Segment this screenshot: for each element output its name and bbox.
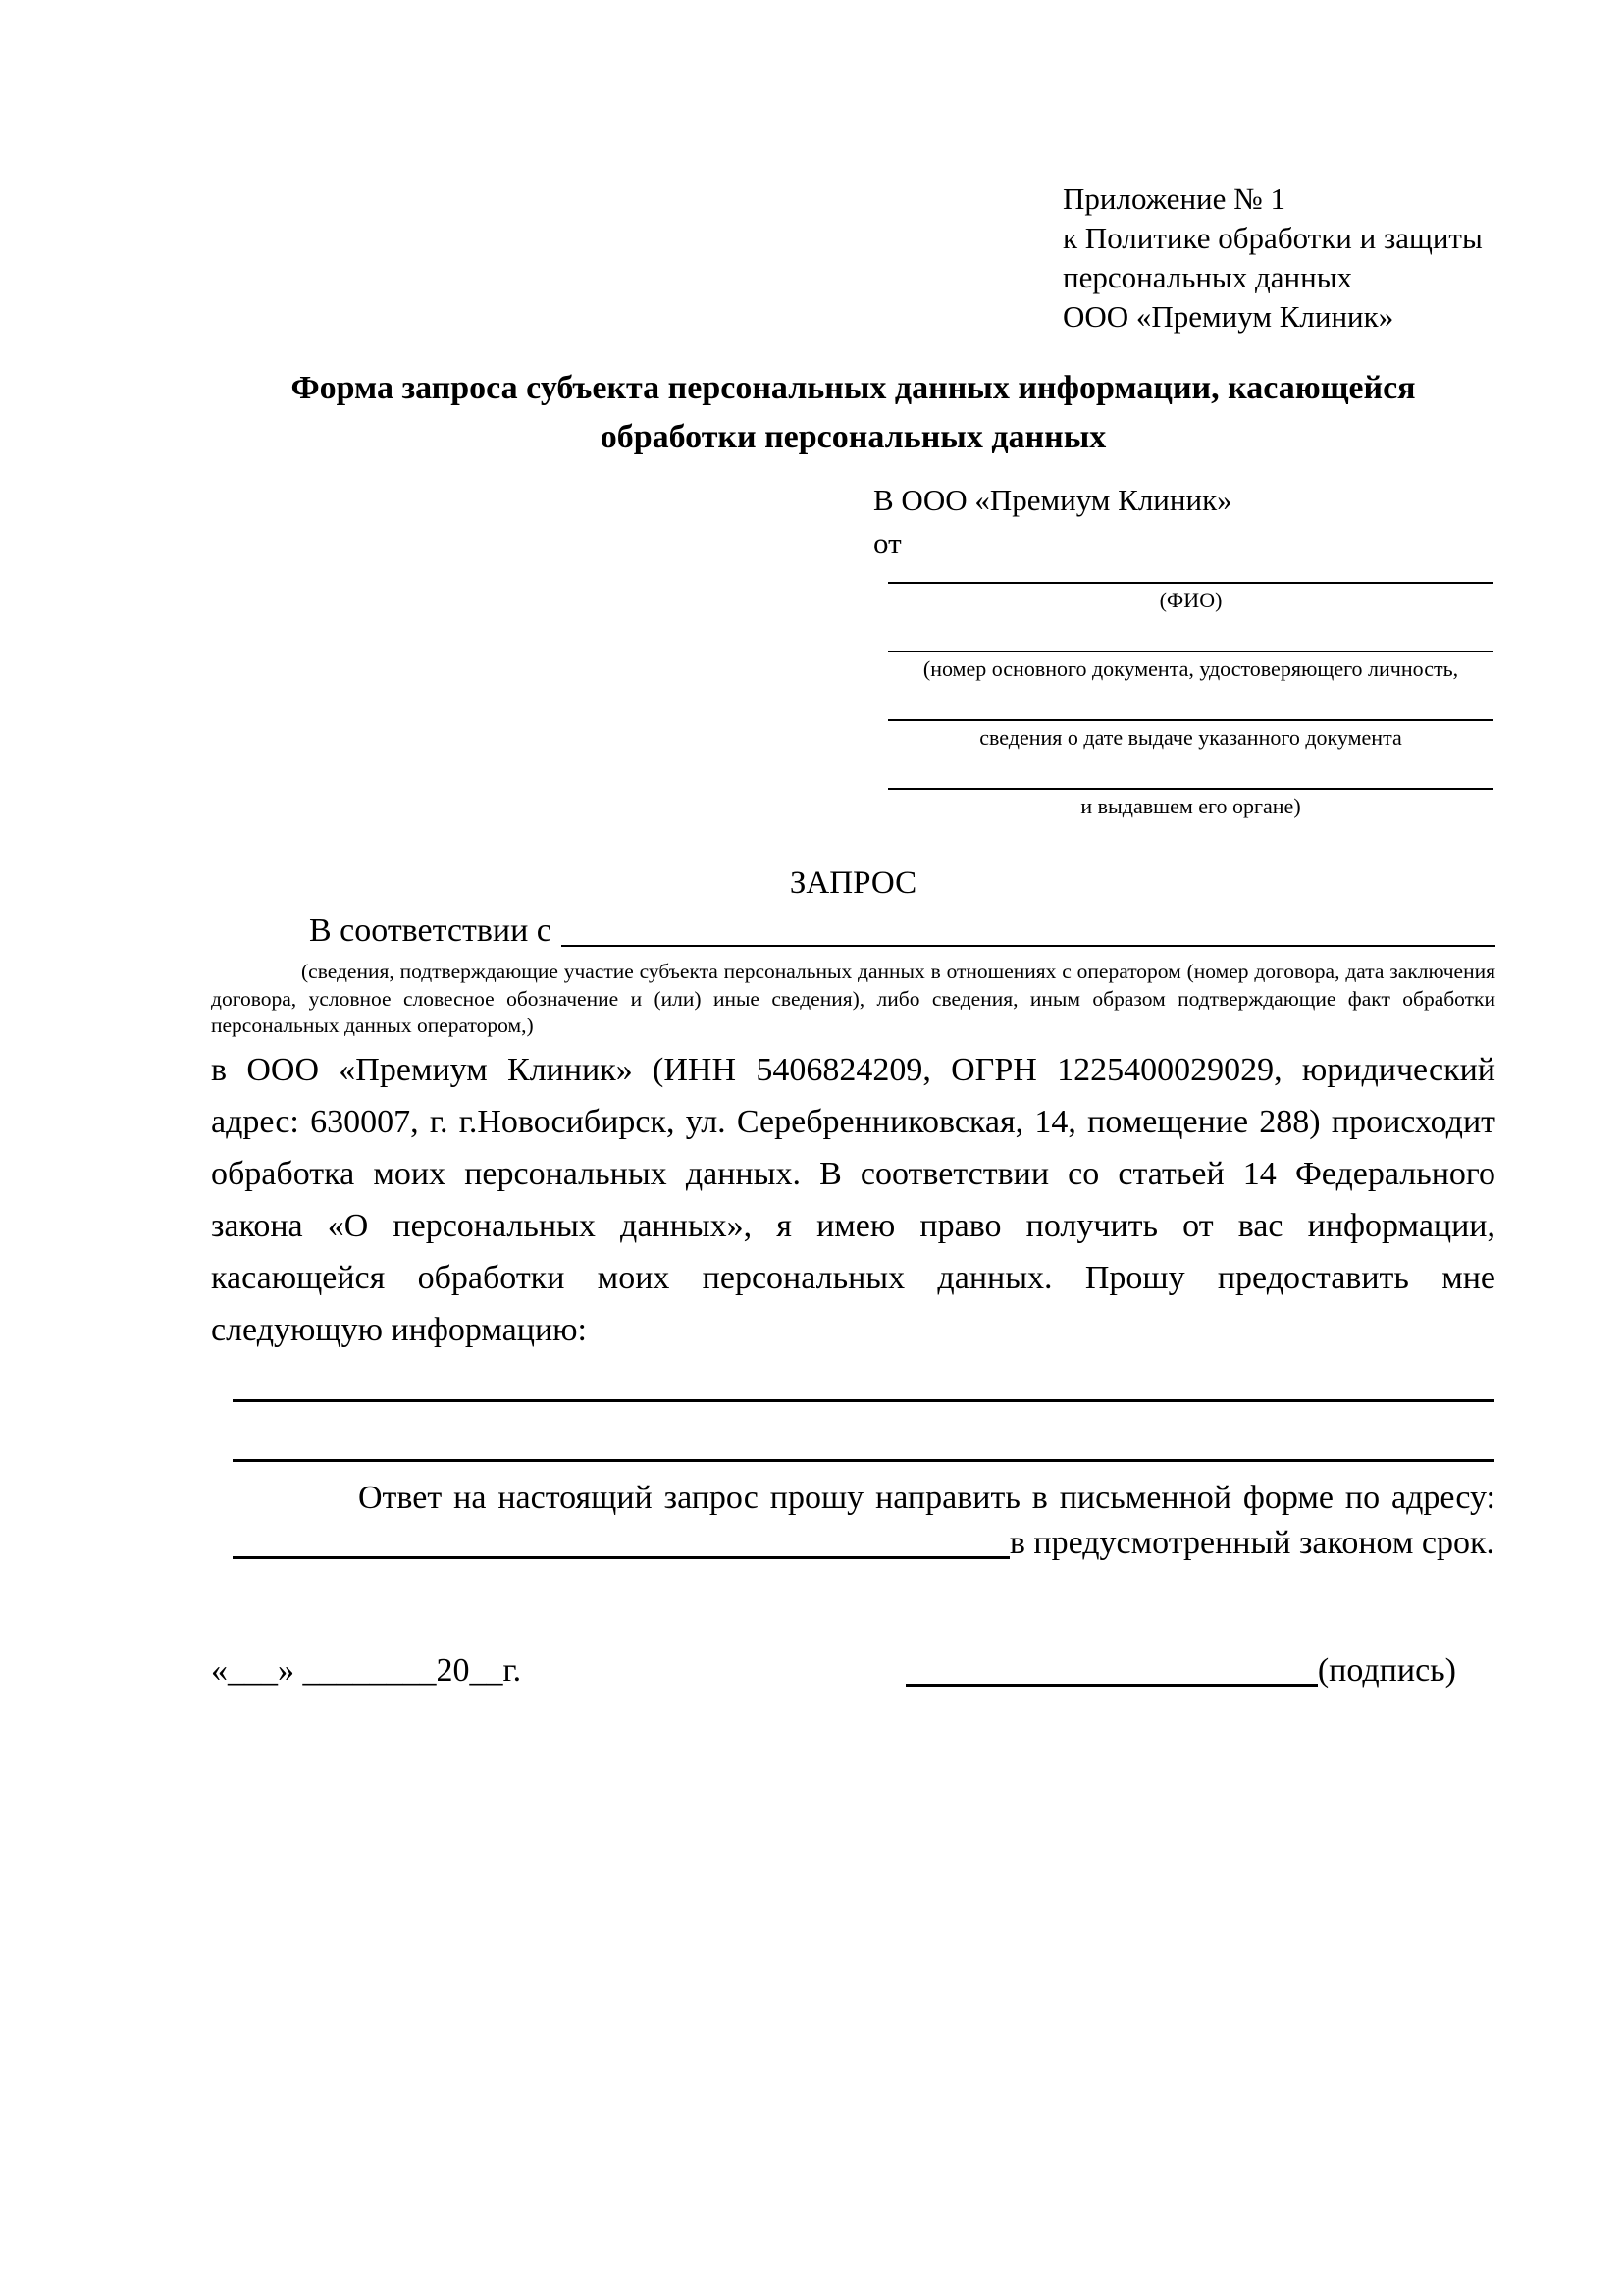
body-paragraph: в ООО «Премиум Клиник» (ИНН 5406824209, ОГРН 1225400029029, юридический адрес: 630007, г. г.Новосибирск, ул. Серебренниковская, 14, помещение 288) происходит обработка моих персональных данных. В соответствии со статьей 14 Федерального закона «О персональных данных», я имею право получить от вас информации, касающейся обработки моих персональных данных. Прошу предоставить мне следующую информацию: <box>211 1051 1495 1348</box>
reply-address-row <box>233 1521 1494 1566</box>
appendix-line-4: ООО «Премиум Клиник» <box>1063 299 1394 334</box>
addressee-from: от <box>873 526 902 560</box>
appendix-line-3: персональных данных <box>1063 260 1353 294</box>
accordance-prefix: В соответствии с <box>309 913 551 949</box>
signature-blank-line <box>906 1684 1318 1687</box>
fio-caption: (ФИО) <box>1159 588 1223 612</box>
appendix-line-2: к Политике обработки и защиты <box>1063 221 1483 255</box>
information-blank-line-1 <box>233 1399 1494 1402</box>
addressee-to: В ООО «Премиум Клиник» <box>873 483 1232 517</box>
form-title: Форма запроса субъекта персональных данных информации, касающейся обработки персональных данных <box>290 370 1416 455</box>
information-blank-line-2 <box>233 1459 1494 1462</box>
reply-sentence: Ответ на настоящий запрос прошу направить в письменной форме по адресу: <box>358 1479 1495 1516</box>
document-number-caption: (номер основного документа, удостоверяющего личность, <box>922 656 1459 681</box>
reply-suffix: в предусмотренный законом срок. <box>1009 1524 1494 1561</box>
addressee-block <box>873 480 1493 819</box>
appendix-block <box>1063 0 1623 337</box>
signature-block <box>906 1648 1456 1694</box>
accordance-note: (сведения, подтверждающие участие субъекта персональных данных в отношениях с оператором (номер договора, дата заключения договора, условное словесное обозначение и (или) иные сведения), либо сведения, иным образом подтверждающие факт обработки персональных данных оператором,) <box>211 960 1495 1037</box>
title-wrap <box>211 364 1495 462</box>
issue-date-field <box>873 719 1493 751</box>
issuing-authority-field <box>873 788 1493 819</box>
request-heading: ЗАПРОС <box>789 865 917 901</box>
signature-caption: (подпись) <box>1317 1651 1456 1689</box>
address-blank-line <box>233 1556 1010 1559</box>
date-line: «___» ________20__г. <box>211 1651 522 1689</box>
fio-field <box>873 582 1493 613</box>
document-number-field <box>873 651 1493 682</box>
accordance-row <box>211 908 1495 955</box>
issuing-authority-caption: и выдавшем его органе) <box>1080 794 1301 818</box>
date-signature-row <box>211 1648 1456 1694</box>
accordance-blank-line <box>561 945 1495 947</box>
appendix-line-1: Приложение № 1 <box>1063 182 1285 216</box>
issue-date-caption: сведения о дате выдаче указанного документа <box>979 725 1402 750</box>
